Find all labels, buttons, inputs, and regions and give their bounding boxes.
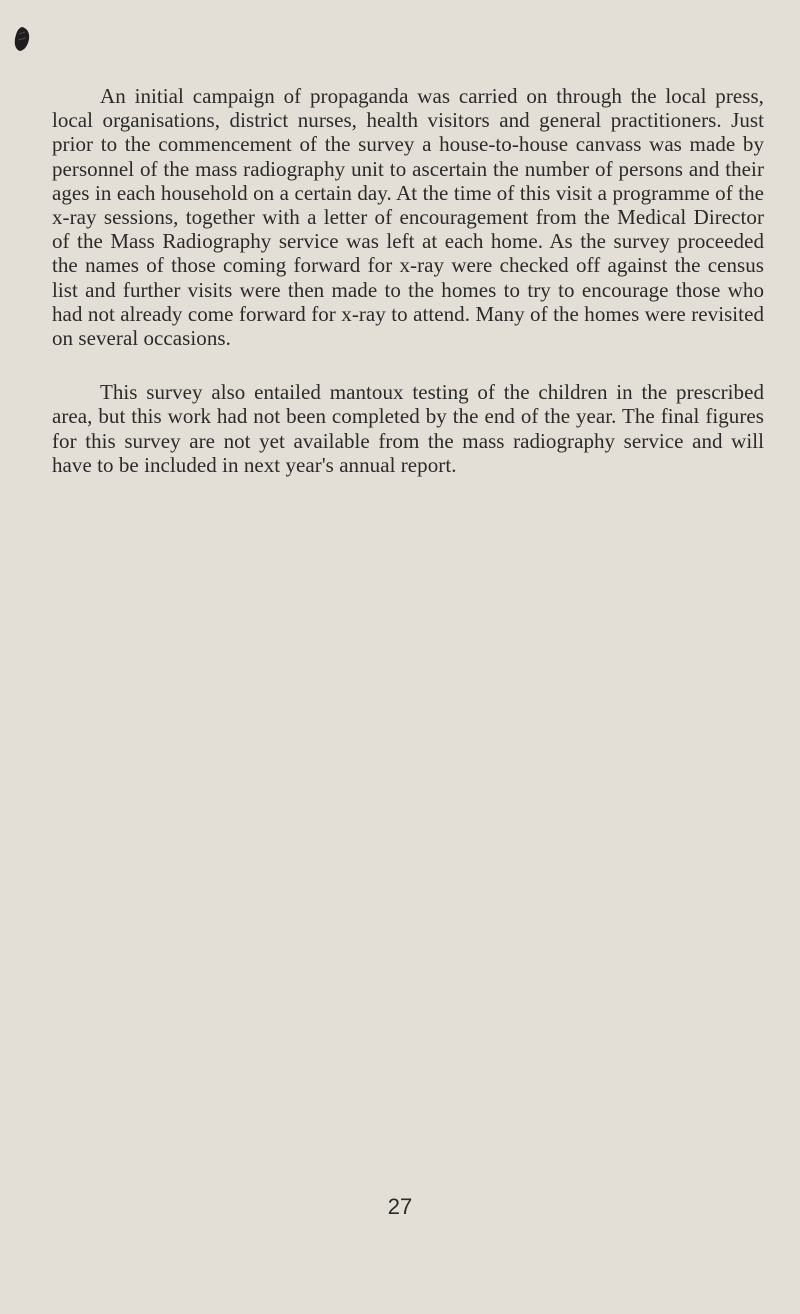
page-number: 27 <box>387 1194 413 1219</box>
ink-blot-icon <box>12 26 32 52</box>
paragraph-campaign: An initial campaign of propaganda was carried on through the local press, local organisations, district nurses, health visitors and general practitioners. Just prior to the commencement of the survey a house-to-house canvass was made by personnel of the mass radiography unit to ascertain the number of persons and their ages in each household on a certain day. At the time of this visit a programme of the x-ray sessions, together with a letter of encouragement from the Medical Director of the Mass Radiography service was left at each home. As the survey proceeded the names of those coming forward for x-ray were checked off against the census list and further visits were then made to the homes to try to encourage those who had not already come forward for x-ray to attend. Many of the homes were revisited on several occasions. <box>52 84 764 351</box>
paragraph-mantoux-testing: This survey also entailed mantoux testing of the children in the prescribed area, but this work had not been completed by the end of the year. The final figures for this survey are not yet available from the mass radiography service and will have to be included in next year's annual report. <box>52 380 764 477</box>
body-text <box>52 84 764 477</box>
